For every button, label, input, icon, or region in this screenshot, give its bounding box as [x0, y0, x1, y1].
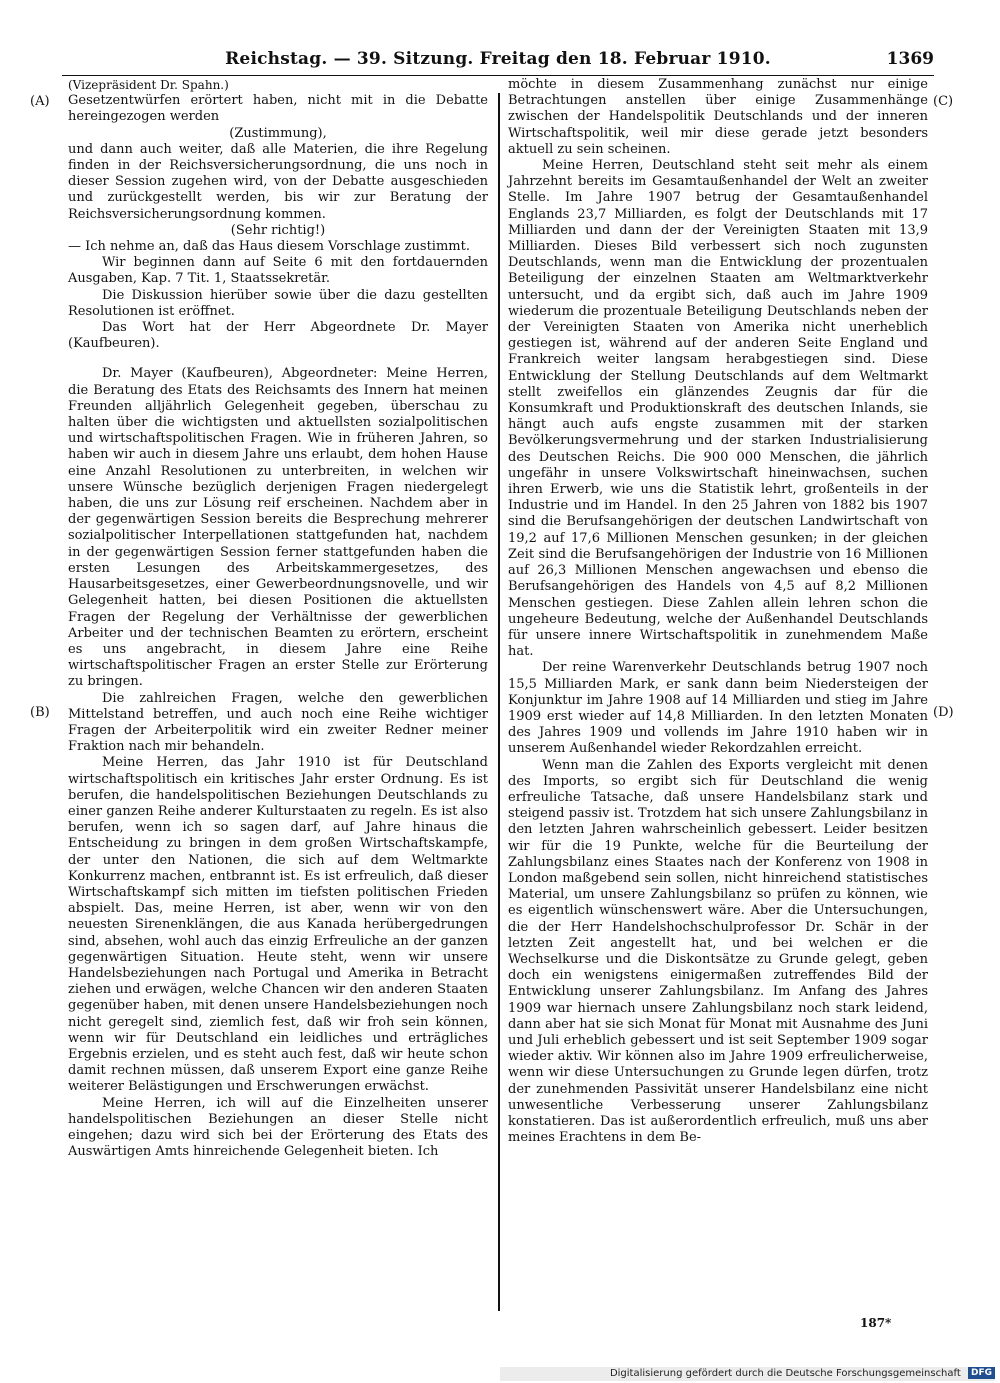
paragraph: — Ich nehme an, daß das Haus diesem Vorschlage zustimmt. — [68, 239, 470, 255]
paragraph: Meine Herren, ich will auf die Einzelheiten unserer handelspolitischen Beziehungen an dieser Stelle nicht eingehen; dazu wird sich bei der Erörterung des Etats des Auswärtigen Amts hinreichende Gelegenheit bieten. Ich — [68, 1095, 488, 1160]
page-header — [62, 49, 934, 76]
column-divider — [498, 93, 500, 1311]
margin-letter-b: (B) — [30, 705, 50, 720]
digitization-footer — [500, 1367, 995, 1381]
footer-credit: Digitalisierung gefördert durch die Deutsche Forschungsgemeinschaft — [609, 1368, 961, 1379]
interjection: (Sehr richtig!) — [230, 222, 326, 238]
interjection: (Zustimmung), — [229, 125, 327, 141]
paragraph-gap — [68, 352, 488, 366]
paragraph: Meine Herren, das Jahr 1910 ist für Deutschland wirtschaftspolitisch ein kritisches Jahr erster Ordnung. Es ist berufen, die handelspolitischen Beziehungen Deutschlands zu einer ganzen Reihe anderer Kulturstaaten zu regeln. Es ist also berufen, wenn ich so sagen darf, auf Jahre hinaus die Entscheidung zu bringen in dem großen Wirtschaftskampfe, der unter den Nationen, die sich auf dem Weltmarkte Konkurrenz machen, entbrannt ist. Es ist erfreulich, daß dieser Wirtschaftskampf sich mitten im tiefsten politischen Frieden abspielt. Das, meine Herren, ist aber, wenn wir von den neuesten Sirenenklängen, die aus Kanada herübergedrungen sind, absehen, wohl auch das einzig Erfreuliche an der ganzen gegenwärtigen Situation. Heute steht, wenn wir unsere Handelsbeziehungen nach Portugal und Amerika in Betracht ziehen und erwägen, welche Chancen wir den anderen Staaten gegenüber haben, mit denen unsere Handelsbeziehungen noch nicht geregelt sind, ziemlich fest, daß wir froh sein können, wenn wir für Deutschland ein leidliches und erträgliches Ergebnis erzielen, und es steht auch fest, daß wir heute schon damit rechnen müssen, daß unserem Export eine ganze Reihe weiterer Belästigungen und Erschwerungen erwächst. — [68, 755, 488, 1095]
paragraph: Der reine Warenverkehr Deutschlands betrug 1907 noch 15,5 Milliarden Mark, er sank dann beim Niedersteigen der Konjunktur im Jahre 1908 auf 14 Milliarden und stieg im Jahre 1909 erst wieder auf 14,8 Milliarden. In den letzten Monaten des Jahres 1909 und vollends im Jahre 1910 haben wir in unserem Außenhandel wieder Rekordzahlen erreicht. — [508, 660, 928, 757]
dfg-logo: DFG — [968, 1367, 995, 1379]
margin-letter-d: (D) — [933, 705, 954, 720]
paragraph: Die Diskussion hierüber sowie über die dazu gestellten Resolutionen ist eröffnet. — [68, 287, 488, 319]
paragraph: Meine Herren, Deutschland steht seit mehr als einem Jahrzehnt bereits im Gesamtaußenhandel der Welt an zweiter Stelle. Im Jahre 1907 betrug der Gesamtaußenhandel Englands 23,7 Milliarden, es folgt der Deutschlands mit 17 Milliarden und dann der der Vereinigten Staaten mit 13,9 Milliarden. Dieses Bild verbessert sich noch zugunsten Deutschlands, wenn man die Entwicklung der prozentualen Beteiligung der einzelnen Staaten am Weltmarktverkehr untersucht, und da ergibt sich, daß auch im Jahre 1909 wiederum die prozentuale Beteiligung Deutschlands neben der der Vereinigten Staaten von Amerika nicht unerheblich gestiegen ist, während auf der anderen Seite England und Frankreich weiter langsam herabgestiegen sind. Diese Entwicklung der Stellung Deutschlands auf dem Weltmarkt stellt zweifellos ein glänzendes Zeugnis dar für die Konsumkraft und Produktionskraft des deutschen Inlands, sie hängt auch aufs engste zusammen mit der starken Bevölkerungsvermehrung und der starken Industrialisierung des Deutschen Reichs. Die 900 000 Menschen, die jährlich ungefähr in unsere Volkswirtschaft hineinwachsen, suchen ihren Erwerb, wie uns die Statistik lehrt, großenteils in der Industrie und im Handel. In den 25 Jahren von 1882 bis 1907 sind die Berufsangehörigen der deutschen Landwirtschaft von 19,2 auf 17,6 Millionen Menschen gesunken; in der gleichen Zeit sind die Berufsangehörigen der Industrie von 16 Millionen auf 26,3 Millionen Menschen angewachsen und ebenso die Berufsangehörigen des Handels von 4,5 auf 8,2 Millionen Menschen gestiegen. Diese Zahlen allein lehren schon die ungeheure Bedeutung, welche der Außenhandel Deutschlands für unsere innere Wirtschaftspolitik in zunehmendem Maße hat. — [508, 158, 928, 660]
signature-mark: 187* — [860, 1316, 892, 1330]
paragraph: Die zahlreichen Fragen, welche den gewerblichen Mittelstand betreffen, und auch noch eine Reihe wichtiger Fragen der Arbeiterpolitik wird ein zweiter Redner meiner Fraktion nach mir behandeln. — [68, 690, 488, 755]
paragraph: möchte in diesem Zusammenhang zunächst nur einige Betrachtungen anstellen über einige Zusammenhänge zwischen der Handelspolitik Deutschlands und der inneren Wirtschaftspolitik, weil mir diese gerade jetzt besonders aktuell zu sein scheinen. — [508, 77, 928, 157]
margin-letter-a: (A) — [30, 94, 50, 109]
page-number: 1369 — [886, 49, 934, 69]
paragraph: Wir beginnen dann auf Seite 6 mit den fortdauernden Ausgaben, Kap. 7 Tit. 1, Staatssekretär. — [68, 255, 488, 287]
left-text-column — [68, 77, 488, 1160]
paragraph: und dann auch weiter, daß alle Materien, die ihre Regelung finden in der Reichsversicherungsordnung, die uns noch in dieser Session zugehen wird, von der Debatte ausgeschieden und zurückgestellt werden, bis wir zur Beratung der Reichsversicherungsordnung kommen. — [68, 141, 488, 222]
paragraph: Das Wort hat der Herr Abgeordnete Dr. Mayer (Kaufbeuren). — [68, 320, 488, 352]
speaker-note: (Vizepräsident Dr. Spahn.) — [68, 78, 229, 92]
paragraph: Wenn man die Zahlen des Exports vergleicht mit denen des Imports, so ergibt sich für Deutschland die wenig erfreuliche Tatsache, daß unsere Handelsbilanz stark und steigend passiv ist. Trotzdem hat sich unsere Zahlungsbilanz in den letzten Jahren wahrscheinlich gebessert. Leider besitzen wir für die 19 Punkte, welche für die Beurteilung der Zahlungsbilanz eines Staates nach der Konferenz von 1908 in London maßgebend sein sollen, nicht hinreichend statistisches Material, um unsere Zahlungsbilanz so prüfen zu können, wie es eigentlich wünschenswert wäre. Aber die Untersuchungen, die der Herr Handelshochschulprofessor Dr. Schär in der letzten Zeit angestellt hat, und bei welchen er die Wechselkurse und die Diskontsätze zu Grunde gelegt, geben doch ein wenigstens einigermaßen zutreffendes Bild der Entwicklung unserer Zahlungsbilanz. Im Anfang des Jahres 1909 war hiernach unsere Zahlungsbilanz noch stark leidend, dann aber hat sie sich Monat für Monat mit Ausnahme des Juni und Juli erheblich gebessert und ist seit September 1909 sogar wieder aktiv. Wir können also im Jahre 1909 erfreulicherweise, wenn wir diese Untersuchungen zu Grunde legen dürfen, trotz der zunehmenden Passivität unserer Handelsbilanz eine nicht unwesentliche Verbesserung unserer Zahlungsbilanz konstatieren. Das ist außerordentlich erfreulich, muß uns aber meines Erachtens in dem Be- — [508, 757, 928, 1146]
right-text-column — [508, 77, 928, 1146]
paragraph: Dr. Mayer (Kaufbeuren), Abgeordneter: Meine Herren, die Beratung des Etats des Reichsamts des Innern hat meinen Freunden alljährlich Gelegenheit gegeben, überschau zu halten über die wichtigsten und aktuellsten sozialpolitischen und wirtschaftspolitischen Fragen. Wie in früheren Jahren, so haben wir auch in diesem Jahre uns erlaubt, dem hohen Hause eine Anzahl Resolutionen zu unterbreiten, in welchen wir unsere Wünsche bezüglich derjenigen Fragen niedergelegt haben, die uns zur Lösung reif erscheinen. Nachdem aber in der gegenwärtigen Session bereits die Besprechung mehrerer sozialpolitischer Interpellationen stattgefunden hat, nachdem in der gegenwärtigen Session ferner stattgefunden haben die ersten Lesungen des Arbeitskammergesetzes, des Hausarbeitsgesetzes, einer Gewerbeordnungsnovelle, und wir Gelegenheit hatten, bei diesen Positionen die aktuellsten Fragen der Regelung der Verhältnisse der gewerblichen Arbeiter und der technischen Beamten zu erörtern, erscheint es uns angebracht, in diesem Jahre eine Reihe wirtschaftspolitischer Fragen an erster Stelle zur Erörterung zu bringen. — [68, 366, 488, 690]
running-title: Reichstag. — 39. Sitzung. Freitag den 18. Februar 1910. — [225, 49, 771, 69]
margin-letter-c: (C) — [933, 94, 954, 109]
paragraph: Gesetzentwürfen erörtert haben, nicht mit in die Debatte hereingezogen werden — [68, 93, 488, 125]
